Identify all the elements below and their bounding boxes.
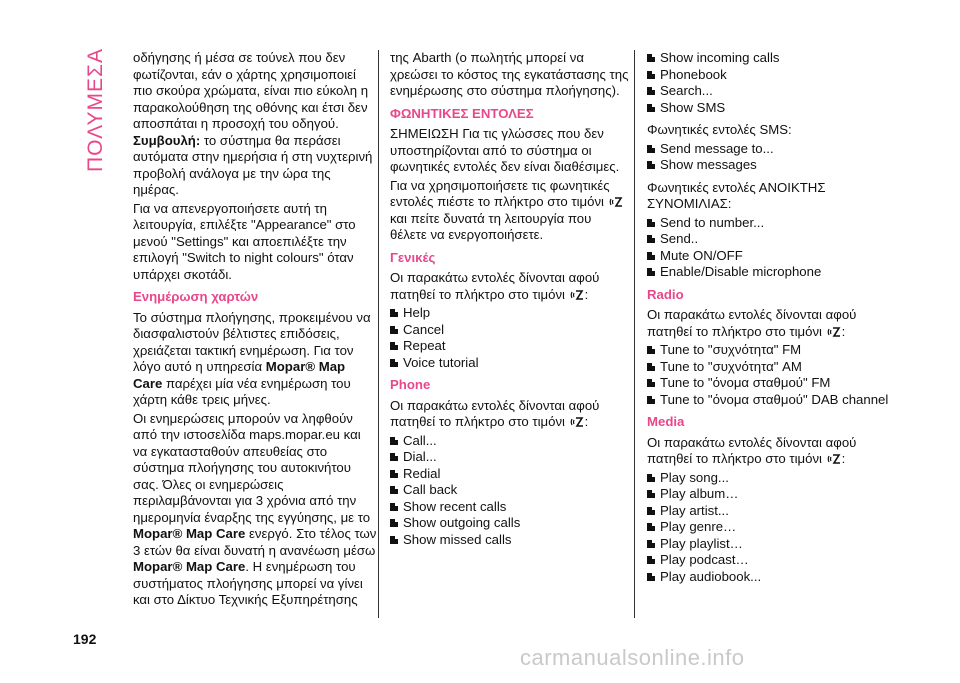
heading-radio: Radio (647, 286, 684, 302)
list-item-label: Mute ON/OFF (660, 247, 743, 263)
paragraph: Φωνητικές εντολές SMS: (647, 122, 792, 137)
square-bullet-icon (390, 342, 398, 350)
voice-command-icon (570, 415, 584, 429)
text: το σύστημα θα περάσει αυτόματα στην ημερήσια ή στη νυχτερινή προβολή ανάλογα με την ώρα της ημέρας. (133, 132, 373, 197)
square-bullet-icon (647, 379, 655, 387)
list-item (647, 470, 897, 487)
column-3 (647, 50, 897, 591)
list-item-label: Play podcast… (660, 552, 749, 567)
section-title-text: ΠΟΛΥΜΕΣΑ (84, 47, 107, 173)
list-item-label: Show incoming calls (660, 50, 780, 65)
paragraph (390, 178, 630, 244)
list-item-label: Enable/Disable microphone (660, 264, 822, 279)
list-item (647, 569, 897, 586)
paragraph: Φωνητικές εντολές ΑΝΟΙΚΤΗΣ ΣΥΝΟΜΙΛΙΑΣ: (647, 179, 826, 211)
square-bullet-icon (647, 556, 655, 564)
list-item (647, 519, 897, 536)
square-bullet-icon (390, 519, 398, 527)
list-item-label: Show messages (660, 157, 757, 172)
note-paragraph: ΣΗΜΕΙΩΣΗ Για τις γλώσσες που δεν υποστηρίζονται από το σύστημα οι φωνητικές εντολές δεν είναι διαθέσιμες. (390, 126, 620, 174)
paragraph (133, 310, 378, 409)
list-item-label: Play artist... (660, 502, 729, 518)
voice-command-icon (827, 452, 841, 466)
square-bullet-icon (390, 437, 398, 445)
voice-command-icon (827, 325, 841, 339)
phone-command-list (390, 433, 630, 549)
square-bullet-icon (647, 346, 655, 354)
square-bullet-icon (647, 104, 655, 112)
bold-text: Συμβουλή: (133, 132, 201, 148)
page-number: 192 (73, 631, 97, 647)
list-item (647, 536, 897, 553)
text: Το σύστημα πλοήγησης, προκειμένου να διασφαλιστούν βέλτιστες επιδόσεις, χρειάζεται τακτική ενημέρωση. Για τον λόγο αυτό η υπηρεσία (133, 309, 371, 374)
list-item-label: Play song... (660, 469, 729, 485)
list-item (390, 499, 630, 516)
square-bullet-icon (390, 536, 398, 544)
list-item-label: Tune to "όνομα σταθμού" FM (660, 375, 831, 390)
list-item (390, 338, 630, 355)
list-item (647, 157, 897, 174)
list-item-label: Cancel (403, 321, 445, 337)
text: Οι παρακάτω εντολές δίνονται αφού πατηθεί το πλήκτρο στο τιμόνι (647, 434, 857, 466)
list-item-label: Send to number... (660, 214, 765, 230)
text: Για να χρησιμοποιήσετε τις φωνητικές εντολές πιέστε το πλήκτρο στο τιμόνι (390, 177, 610, 209)
list-item-label: Call back (403, 482, 458, 497)
text: Οι παρακάτω εντολές δίνονται αφού πατηθεί το πλήκτρο στο τιμόνι (390, 397, 600, 429)
list-item (390, 532, 630, 549)
list-item (647, 486, 897, 503)
bold-text: Mopar® Map Care (133, 359, 346, 391)
open-call-command-list (647, 215, 897, 281)
colon: : (841, 451, 846, 466)
bold-text: Mopar® Map Care (133, 559, 246, 574)
list-item-label: Repeat (403, 338, 446, 353)
voice-command-icon (609, 195, 623, 209)
paragraph (390, 398, 630, 431)
square-bullet-icon (390, 486, 398, 494)
paragraph: της Abarth (ο πωλητής μπορεί να χρεώσει το κόστος της εγκατάστασης της ενημέρωσης στο σύστημα πλοήγησης). (390, 50, 629, 98)
list-item-label: Call... (403, 432, 437, 448)
paragraph (390, 270, 630, 303)
list-item-label: Play playlist… (660, 535, 743, 551)
square-bullet-icon (647, 87, 655, 95)
square-bullet-icon (647, 54, 655, 62)
list-item (647, 100, 897, 117)
square-bullet-icon (390, 470, 398, 478)
bold-text: Mopar® Map Care (133, 526, 246, 541)
paragraph (647, 435, 897, 468)
list-item (390, 515, 630, 532)
list-item (390, 433, 630, 450)
text: Οι παρακάτω εντολές δίνονται αφού πατηθεί το πλήκτρο στο τιμόνι (390, 270, 600, 302)
square-bullet-icon (390, 453, 398, 461)
list-item-label: Show missed calls (403, 531, 512, 547)
square-bullet-icon (390, 326, 398, 334)
list-item (390, 322, 630, 339)
sms-command-list (647, 141, 897, 174)
colon: : (584, 286, 589, 302)
square-bullet-icon (390, 503, 398, 511)
list-item (390, 355, 630, 372)
list-item-label: Redial (403, 465, 441, 481)
list-item (647, 141, 897, 158)
list-item-label: Send.. (660, 231, 699, 246)
list-item (647, 231, 897, 248)
colon: : (841, 323, 846, 339)
paragraph (133, 50, 378, 199)
list-item (647, 67, 897, 84)
list-item-label: Play genre… (660, 519, 737, 534)
heading-voice-commands: ΦΩΝΗΤΙΚΕΣ ΕΝΤΟΛΕΣ (390, 105, 534, 121)
square-bullet-icon (647, 523, 655, 531)
square-bullet-icon (647, 474, 655, 482)
list-item (647, 83, 897, 100)
list-item-label: Voice tutorial (403, 354, 479, 370)
colon: : (584, 414, 589, 429)
list-item-label: Tune to "συχνότητα" AM (660, 358, 802, 374)
general-command-list (390, 305, 630, 371)
text: και πείτε δυνατά τη λειτουργία που θέλετε να ενεργοποιήσετε. (390, 210, 592, 242)
list-item-label: Help (403, 305, 431, 320)
list-item (647, 215, 897, 232)
square-bullet-icon (647, 540, 655, 548)
paragraph (133, 411, 378, 609)
square-bullet-icon (647, 363, 655, 371)
list-item (647, 375, 897, 392)
list-item-label: Play album… (660, 486, 739, 501)
list-item (390, 449, 630, 466)
paragraph (647, 307, 897, 340)
column-1 (133, 50, 378, 611)
square-bullet-icon (647, 219, 655, 227)
square-bullet-icon (647, 71, 655, 79)
text: οδήγησης ή μέσα σε τούνελ που δεν φωτίζονται, εάν ο χάρτης χρησιμοποιεί πιο σκούρα χρώματα, είναι πιο εύκολη η παρακολούθηση της οθόνης και έτσι δεν αποσπάται η προσοχή του οδηγού. (133, 50, 369, 131)
square-bullet-icon (647, 507, 655, 515)
list-item (647, 552, 897, 569)
square-bullet-icon (647, 161, 655, 169)
list-item (390, 466, 630, 483)
list-item (390, 482, 630, 499)
text: . Η ενημέρωση του συστήματος πλοήγησης μπορεί να γίνει και στο Δίκτυο Τεχνικής Εξυπηρέτησης (133, 559, 363, 607)
square-bullet-icon (390, 359, 398, 367)
text: Οι ενημερώσεις μπορούν να ληφθούν από την ιστοσελίδα maps.mopar.eu και να εγκατασταθούν απευθείας στο σύστημα πλοήγησης του αυτοκινήτου σας. Όλες οι ενημερώσεις περιλαμβάνονται για 3 χρόνια από την ημερομηνία έναρξης της εγγύησης, με το (133, 410, 371, 525)
media-command-list (647, 470, 897, 586)
list-item-label: Show outgoing calls (403, 515, 521, 530)
list-item-label: Tune to "όνομα σταθμού" DAB channel (660, 391, 889, 407)
list-item (647, 248, 897, 265)
square-bullet-icon (647, 252, 655, 260)
square-bullet-icon (647, 145, 655, 153)
square-bullet-icon (647, 490, 655, 498)
square-bullet-icon (390, 309, 398, 317)
section-side-title (80, 40, 112, 180)
heading-media: Media (647, 414, 685, 429)
text: παρέχει μία νέα ενημέρωση του χάρτη κάθε τρεις μήνες. (133, 375, 351, 407)
watermark: carmanualsonline.info (520, 645, 745, 670)
list-item (647, 503, 897, 520)
list-item (647, 359, 897, 376)
paragraph: Για να απενεργοποιήσετε αυτή τη λειτουργία, επιλέξτε "Appearance" στο μενού "Settings" και αποεπιλέξτε την επιλογή "Switch to night colours" όταν υπάρχει σκοτάδι. (133, 200, 356, 282)
heading-general: Γενικές (390, 249, 436, 265)
list-item (647, 264, 897, 281)
list-item-label: Phonebook (660, 66, 727, 82)
heading-map-update: Ενημέρωση χαρτών (133, 289, 259, 304)
phone-command-list-continued (647, 50, 897, 116)
text: Οι παρακάτω εντολές δίνονται αφού πατηθεί το πλήκτρο στο τιμόνι (647, 307, 857, 339)
column-2 (390, 50, 630, 554)
voice-command-icon (570, 288, 584, 302)
list-item-label: Search... (660, 83, 713, 98)
list-item-label: Send message to... (660, 140, 774, 156)
heading-phone: Phone (390, 377, 431, 392)
list-item-label: Show SMS (660, 99, 726, 115)
text: ενεργό. Στο τέλος των 3 ετών θα είναι δυνατή η ανανέωση μέσω (133, 526, 377, 558)
square-bullet-icon (647, 268, 655, 276)
list-item-label: Play audiobook... (660, 568, 762, 584)
square-bullet-icon (647, 396, 655, 404)
column-divider-1 (378, 50, 379, 618)
square-bullet-icon (647, 235, 655, 243)
list-item-label: Show recent calls (403, 498, 507, 514)
square-bullet-icon (647, 573, 655, 581)
list-item (647, 392, 897, 409)
list-item-label: Dial... (403, 449, 437, 464)
column-divider-2 (634, 50, 635, 618)
list-item (390, 305, 630, 322)
list-item (647, 342, 897, 359)
list-item-label: Tune to "συχνότητα" FM (660, 342, 802, 357)
list-item (647, 50, 897, 67)
radio-command-list (647, 342, 897, 408)
